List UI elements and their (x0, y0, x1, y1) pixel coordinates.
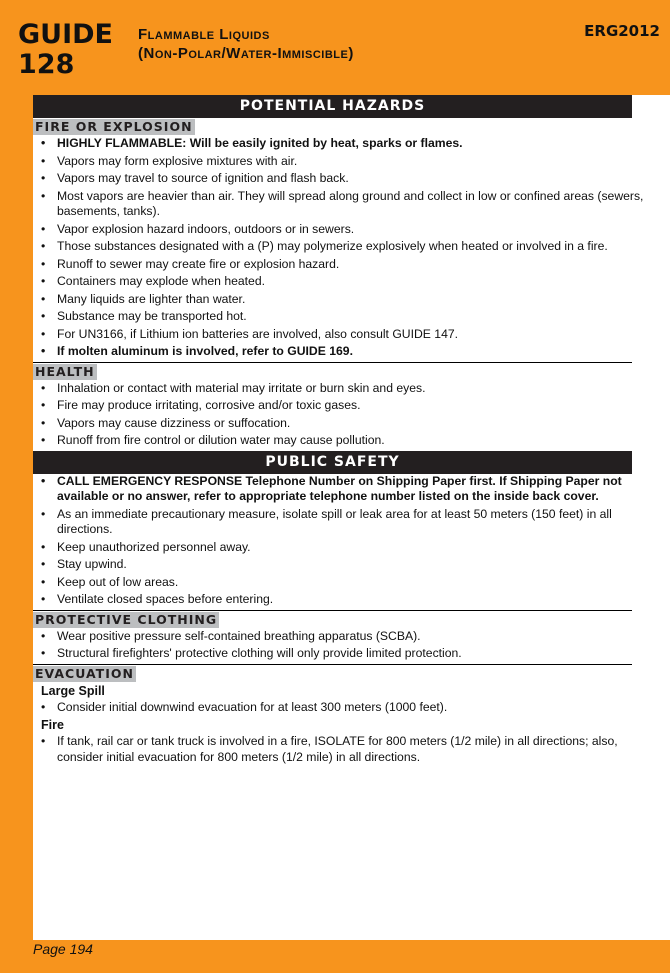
list-item: • Vapors may form explosive mixtures with air. (33, 154, 660, 170)
evac-fire-list (33, 734, 670, 765)
material-line-1: Flammable Liquids (138, 26, 270, 43)
protective-list (33, 629, 670, 662)
large-spill-list (33, 700, 670, 716)
material-name (138, 25, 354, 63)
health-section (33, 362, 632, 381)
guide-number: GUIDE 128 (18, 19, 113, 80)
list-item: • Fire may produce irritating, corrosive and/or toxic gases. (33, 398, 660, 414)
list-item: • Vapors may cause dizziness or suffocation. (33, 416, 660, 432)
list-item: • Substance may be transported hot. (33, 309, 660, 325)
fire-heading: FIRE OR EXPLOSION (35, 119, 193, 134)
list-item: • Containers may explode when heated. (33, 274, 660, 290)
guide-page (33, 95, 670, 940)
material-line-2: (Non-Polar/Water-Immiscible) (138, 45, 354, 62)
list-item: • Those substances designated with a (P) may polymerize explosively when heated or involved in a fire. (33, 239, 660, 255)
list-item: • Inhalation or contact with material may irritate or burn skin and eyes. (33, 381, 660, 397)
fire-label: Fire (41, 718, 64, 732)
list-item: • Stay upwind. (33, 557, 660, 573)
fire-list (33, 136, 670, 360)
list-item: • Most vapors are heavier than air. They will spread along ground and collect in low or confined areas (sewers, basements, tanks). (33, 189, 660, 220)
potential-hazards-bar: POTENTIAL HAZARDS (33, 95, 632, 118)
list-item: • As an immediate precautionary measure, isolate spill or leak area for at least 50 meters (150 feet) in all directions. (33, 507, 660, 538)
list-item: • Keep unauthorized personnel away. (33, 540, 660, 556)
protective-section (33, 610, 632, 629)
fire-section (33, 118, 632, 136)
health-list (33, 381, 670, 449)
list-item: • If tank, rail car or tank truck is involved in a fire, ISOLATE for 800 meters (1/2 mile) in all directions; also, consider initial evacuation for 800 meters (1/2 mile) in all directions. (33, 734, 660, 765)
public-safety-bar: PUBLIC SAFETY (33, 451, 632, 474)
evacuation-section (33, 664, 632, 683)
page-number: Page 194 (33, 941, 93, 957)
list-item: • For UN3166, if Lithium ion batteries are involved, also consult GUIDE 147. (33, 327, 660, 343)
list-item: • Many liquids are lighter than water. (33, 292, 660, 308)
public-safety-list (33, 474, 670, 608)
list-item: • Structural firefighters' protective clothing will only provide limited protection. (33, 646, 660, 662)
list-item: • If molten aluminum is involved, refer to GUIDE 169. (33, 344, 660, 360)
health-heading: HEALTH (35, 363, 95, 379)
edition-label: ERG2012 (584, 22, 660, 40)
guide-header (0, 0, 670, 95)
list-item: • HIGHLY FLAMMABLE: Will be easily ignited by heat, sparks or flames. (33, 136, 660, 152)
list-item: • Vapors may travel to source of ignition and flash back. (33, 171, 660, 187)
list-item: • Runoff to sewer may create fire or explosion hazard. (33, 257, 660, 273)
list-item: • CALL EMERGENCY RESPONSE Telephone Number on Shipping Paper first. If Shipping Paper not available or no answer, refer to appropriate telephone number listed on the inside back cover. (33, 474, 660, 505)
evacuation-heading: EVACUATION (35, 665, 134, 681)
large-spill-label: Large Spill (41, 683, 105, 698)
list-item: • Consider initial downwind evacuation for at least 300 meters (1000 feet). (33, 700, 660, 716)
list-item: • Ventilate closed spaces before entering. (33, 592, 660, 608)
list-item: • Wear positive pressure self-contained breathing apparatus (SCBA). (33, 629, 660, 645)
list-item: • Runoff from fire control or dilution water may cause pollution. (33, 433, 660, 449)
protective-heading: PROTECTIVE CLOTHING (35, 611, 218, 627)
list-item: • Keep out of low areas. (33, 575, 660, 591)
list-item: • Vapor explosion hazard indoors, outdoors or in sewers. (33, 222, 660, 238)
